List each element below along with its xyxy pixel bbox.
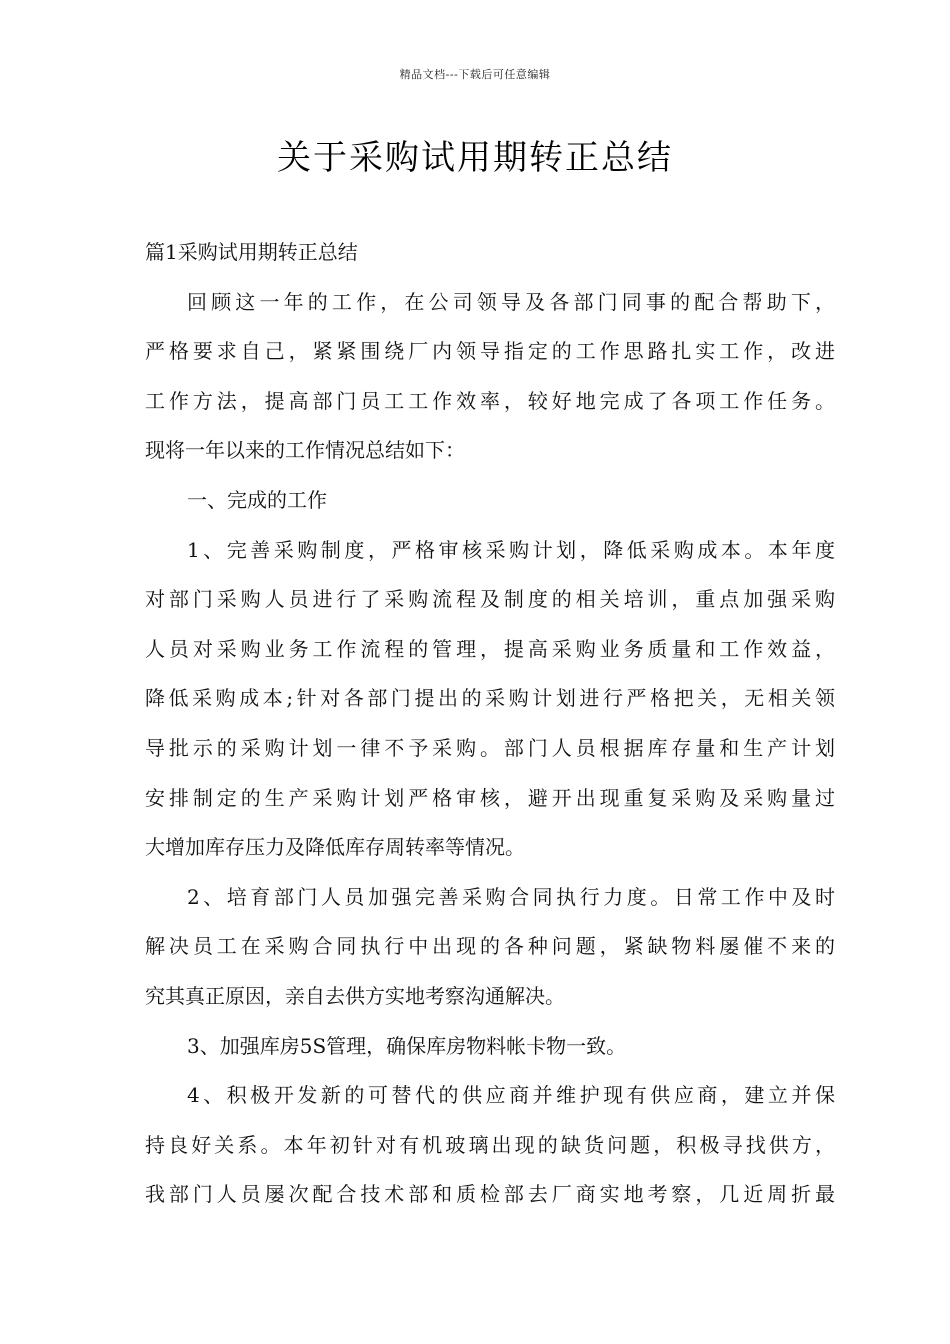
paragraph-intro: [145, 278, 835, 476]
paragraph-line: 持良好关系。本年初针对有机玻璃出现的缺货问题，积极寻找供方，: [145, 1132, 835, 1157]
paragraph-item-2: [145, 873, 835, 1022]
paragraph-item-3: [145, 1022, 835, 1072]
paragraph-line: 1、完善采购制度，严格审核采购计划，降低采购成本。本年度: [187, 537, 835, 562]
paragraph-item-4: [145, 1071, 835, 1220]
paragraph-line: 解决员工在采购合同执行中出现的各种问题，紧缺物料屡催不来的: [145, 934, 835, 959]
paragraph-line: 导批示的采购计划一律不予采购。部门人员根据库存量和生产计划: [145, 735, 835, 760]
paragraph-line: 大增加库存压力及降低库存周转率等情况。: [145, 835, 525, 860]
paragraph-line: 4、积极开发新的可替代的供应商并维护现有供应商，建立并保: [187, 1083, 835, 1108]
paragraph-line: 人员对采购业务工作流程的管理，提高采购业务质量和工作效益，: [145, 636, 835, 661]
paragraph-line: 2、培育部门人员加强完善采购合同执行力度。日常工作中及时: [187, 884, 835, 909]
paragraph-line: 我部门人员屡次配合技术部和质检部去厂商实地考察，几近周折最: [145, 1182, 835, 1207]
paragraph-line: 严格要求自己，紧紧围绕厂内领导指定的工作思路扎实工作，改进: [145, 339, 835, 364]
paragraph-line: 安排制定的生产采购计划严格审核，避开出现重复采购及采购量过: [145, 785, 835, 810]
subheading-text: 一、完成的工作: [187, 487, 327, 512]
paragraph-line: 现将一年以来的工作情况总结如下：: [145, 438, 465, 463]
paragraph-line: 对部门采购人员进行了采购流程及制度的相关培训，重点加强采购: [145, 587, 835, 612]
paragraph-line: 究其真正原因，亲自去供方实地考察沟通解决。: [145, 983, 565, 1008]
paragraph-line: 降低采购成本;针对各部门提出的采购计划进行严格把关，无相关领: [145, 686, 835, 711]
section-heading-text: 篇1采购试用期转正总结: [145, 240, 358, 264]
header-note: 精品文档---下载后可任意编辑: [399, 68, 551, 81]
document-title: 关于采购试用期转正总结: [277, 138, 673, 178]
paragraph-line: 工作方法，提高部门员工工作效率，较好地完成了各项工作任务。: [145, 388, 835, 413]
section-heading: [145, 228, 835, 278]
paragraph-item-1: [145, 526, 835, 873]
subheading-completed-work: [145, 476, 835, 526]
document-body: [145, 228, 835, 1220]
paragraph-line: 3、加强库房5S管理，确保库房物料帐卡物一致。: [187, 1033, 627, 1058]
paragraph-line: 回顾这一年的工作，在公司领导及各部门同事的配合帮助下，: [187, 289, 835, 314]
